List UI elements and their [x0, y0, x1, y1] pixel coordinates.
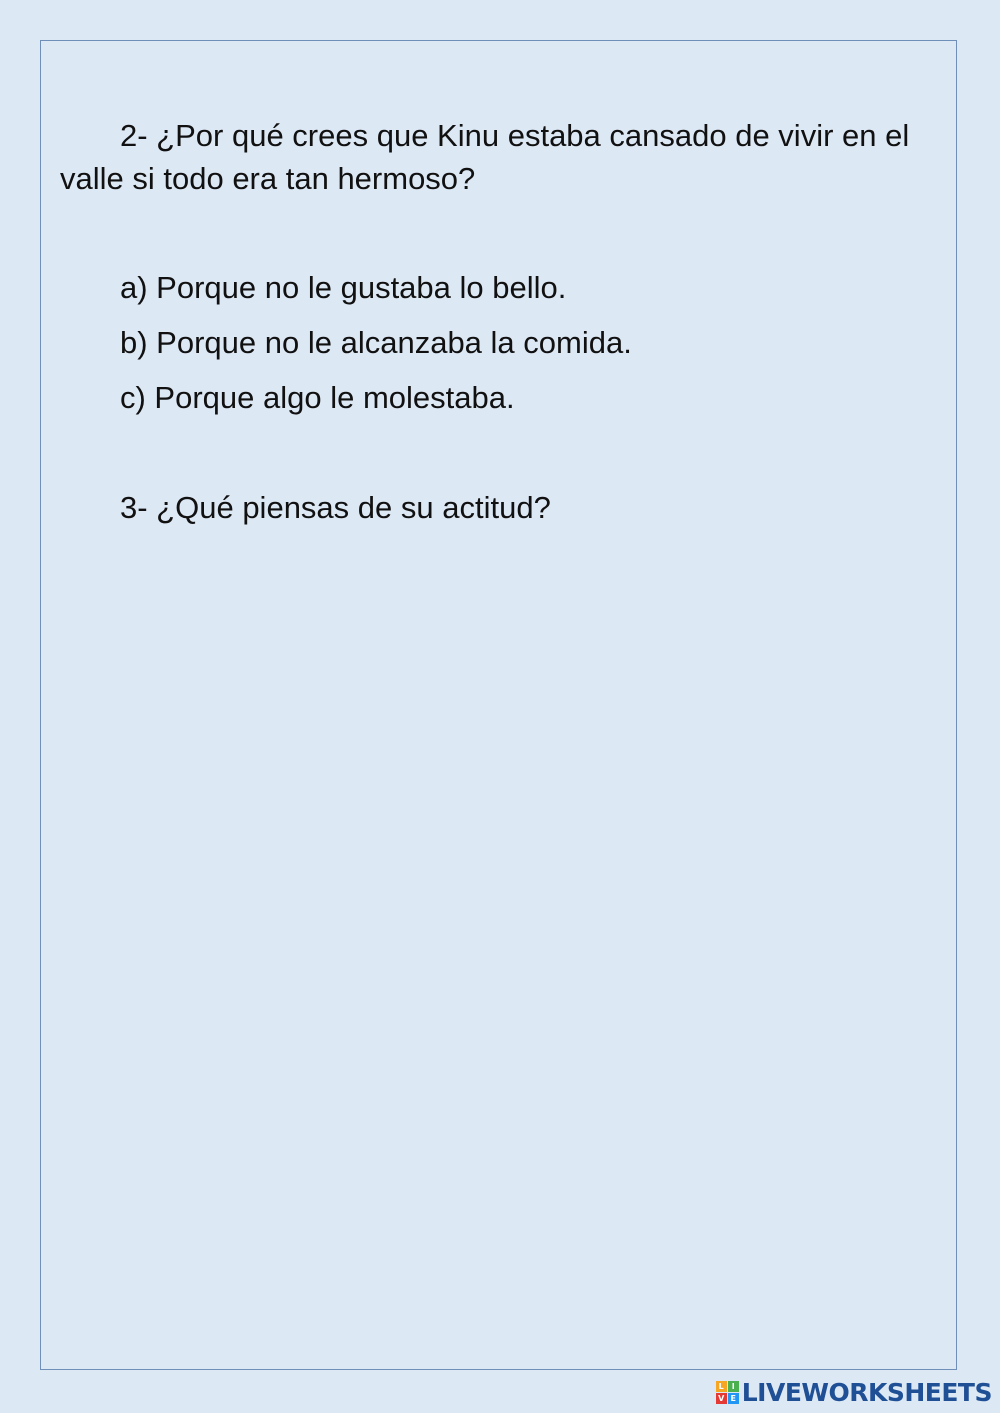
logo-mark-letter-l: L — [716, 1381, 727, 1392]
logo-mark-letter-v: V — [716, 1393, 727, 1404]
option-b[interactable]: b) Porque no le alcanzaba la comida. — [120, 325, 632, 360]
logo-text: LIVEWORKSHEETS — [741, 1377, 992, 1407]
answer-options — [120, 266, 632, 431]
logo-mark-letter-i: I — [728, 1381, 739, 1392]
option-c[interactable]: c) Porque algo le molestaba. — [120, 380, 515, 415]
logo-mark-letter-e: E — [728, 1393, 739, 1404]
option-a[interactable]: a) Porque no le gustaba lo bello. — [120, 270, 567, 305]
question-2-text: 2- ¿Por qué crees que Kinu estaba cansado de vivir en el valle si todo era tan hermoso? — [60, 118, 910, 196]
question-3-text: 3- ¿Qué piensas de su actitud? — [120, 490, 551, 525]
liveworksheets-logo — [716, 1377, 992, 1407]
logo-mark-icon — [716, 1381, 739, 1404]
worksheet-frame — [40, 40, 957, 1370]
